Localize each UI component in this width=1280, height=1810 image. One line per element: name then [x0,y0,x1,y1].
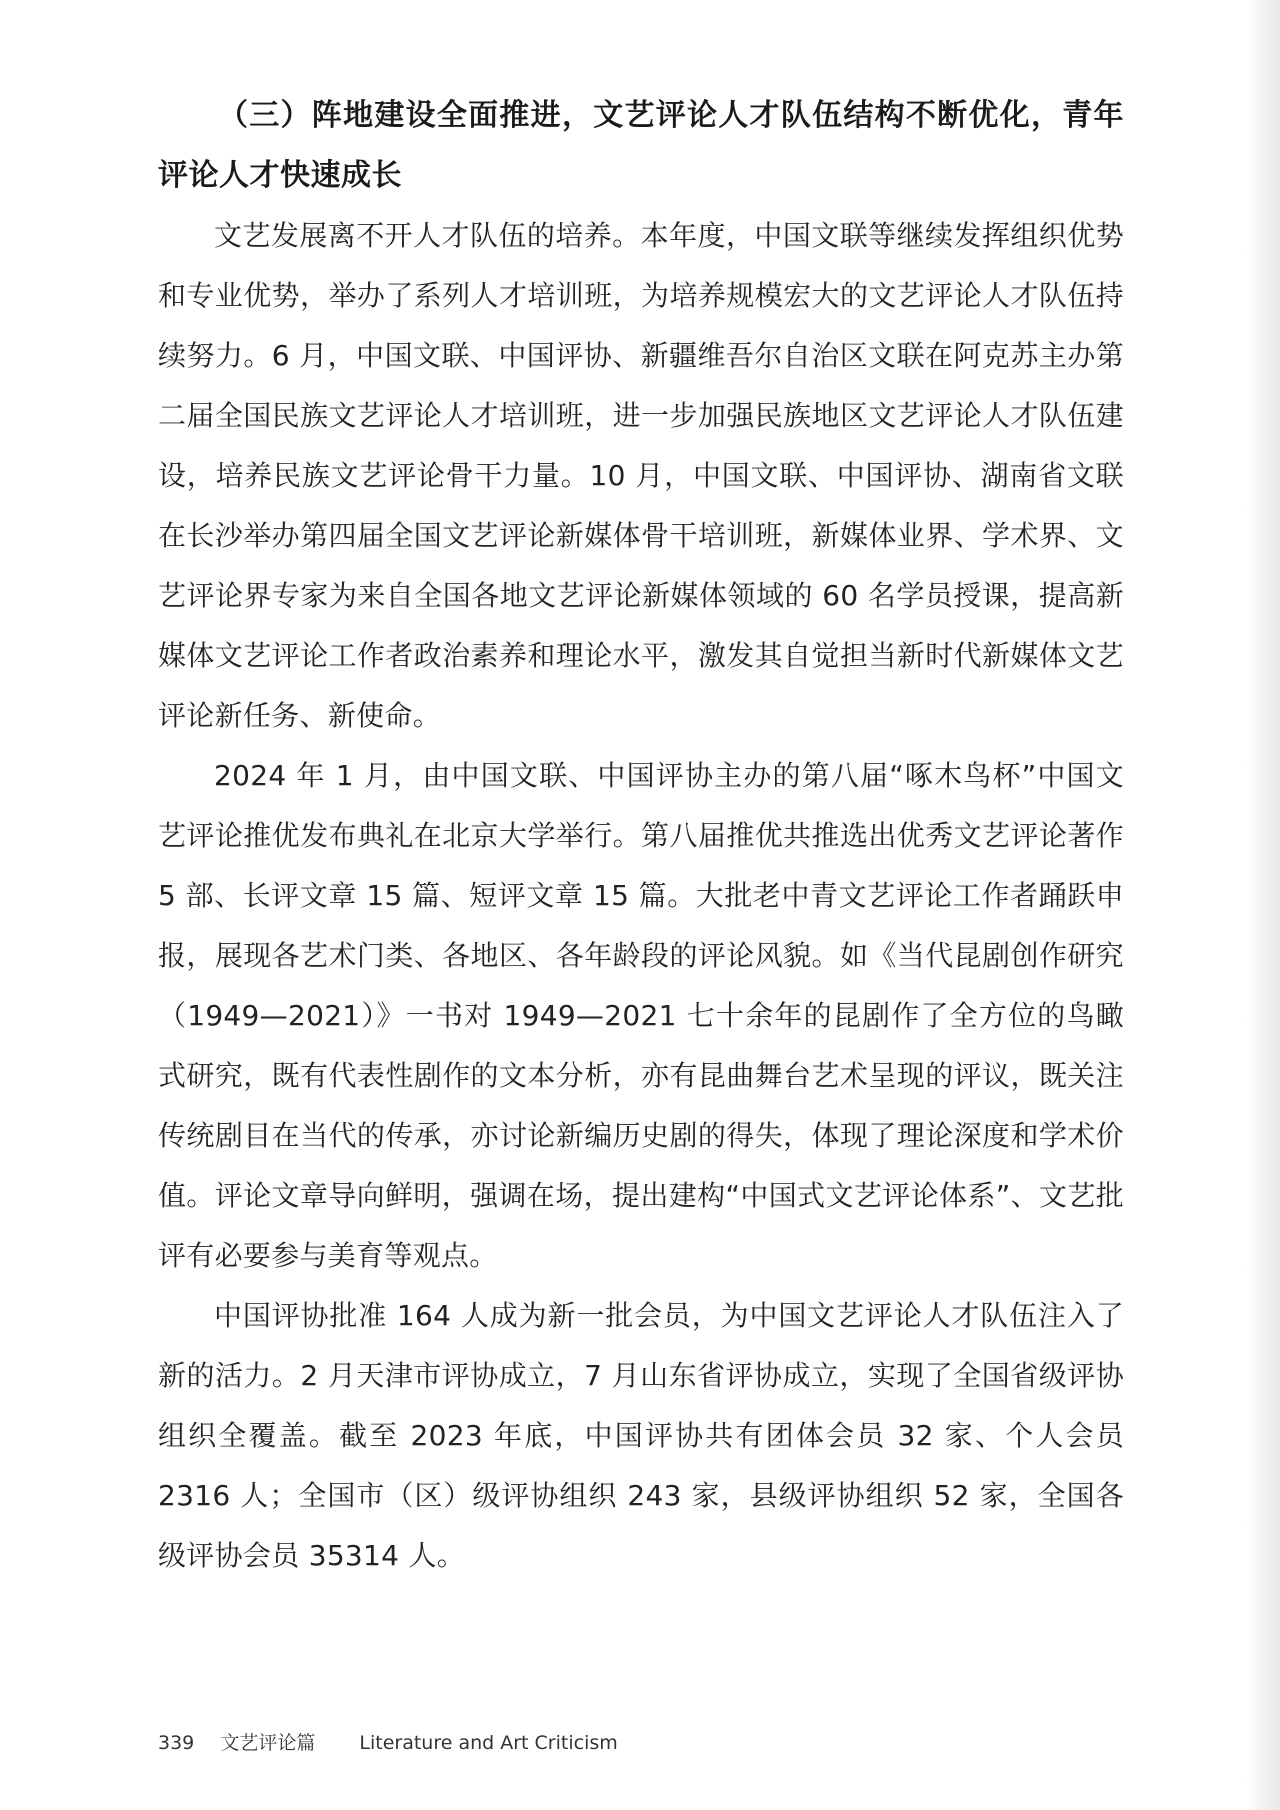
paragraph-woodpecker-award: 2024 年 1 月，由中国文联、中国评协主办的第八届“啄木鸟杯”中国文艺评论推优发布典礼在北京大学举行。第八届推优共推选出优秀文艺评论著作 5 部、长评文章 15 篇、短评文章 15 篇。大批老中青文艺评论工作者踊跃申报，展现各艺术门类、各地区、各年龄段的评论风貌。如《当代昆剧创作研究（1949—2021）》一书对 1949—2021 七十余年的昆剧作了全方位的鸟瞰式研究，既有代表性剧作的文本分析，亦有昆曲舞台艺术呈现的评议，既关注传统剧目在当代的传承，亦讨论新编历史剧的得失，体现了理论深度和学术价值。评论文章导向鲜明，强调在场，提出建构“中国式文艺评论体系”、文艺批评有必要参与美育等观点。 [158,759,1124,1272]
paragraph-talent-training: 文艺发展离不开人才队伍的培养。本年度，中国文联等继续发挥组织优势和专业优势，举办了系列人才培训班，为培养规模宏大的文艺评论人才队伍持续努力。6 月，中国文联、中国评协、新疆维吾尔自治区文联在阿克苏主办第二届全国民族文艺评论人才培训班，进一步加强民族地区文艺评论人才队伍建设，培养民族文艺评论骨干力量。10 月，中国文联、中国评协、湖南省文联在长沙举办第四届全国文艺评论新媒体骨干培训班，新媒体业界、学术界、文艺评论界专家为来自全国各地文艺评论新媒体领域的 60 名学员授课，提高新媒体文艺评论工作者政治素养和理论水平，激发其自觉担当新时代新媒体文艺评论新任务、新使命。 [158,219,1124,732]
section-heading: （三）阵地建设全面推进，文艺评论人才队伍结构不断优化，青年评论人才快速成长 [158,98,1124,193]
footer-section-title-cn: 文艺评论篇 [220,1732,316,1754]
paragraph-membership: 中国评协批准 164 人成为新一批会员，为中国文艺评论人才队伍注入了新的活力。2 月天津市评协成立，7 月山东省评协成立，实现了全国省级评协组织全覆盖。截至 2023 年底，中国评协共有团体会员 32 家、个人会员 2316 人；全国市（区）级评协组织 243 家，县级评协组织 52 家，全国各级评协会员 35314 人。 [158,1299,1124,1572]
page-footer [158,1728,618,1755]
page-edge-shadow [1246,0,1280,1810]
page-number: 339 [158,1732,195,1754]
footer-section-title-en: Literature and Art Criticism [359,1732,618,1754]
page-content [158,86,1124,1586]
